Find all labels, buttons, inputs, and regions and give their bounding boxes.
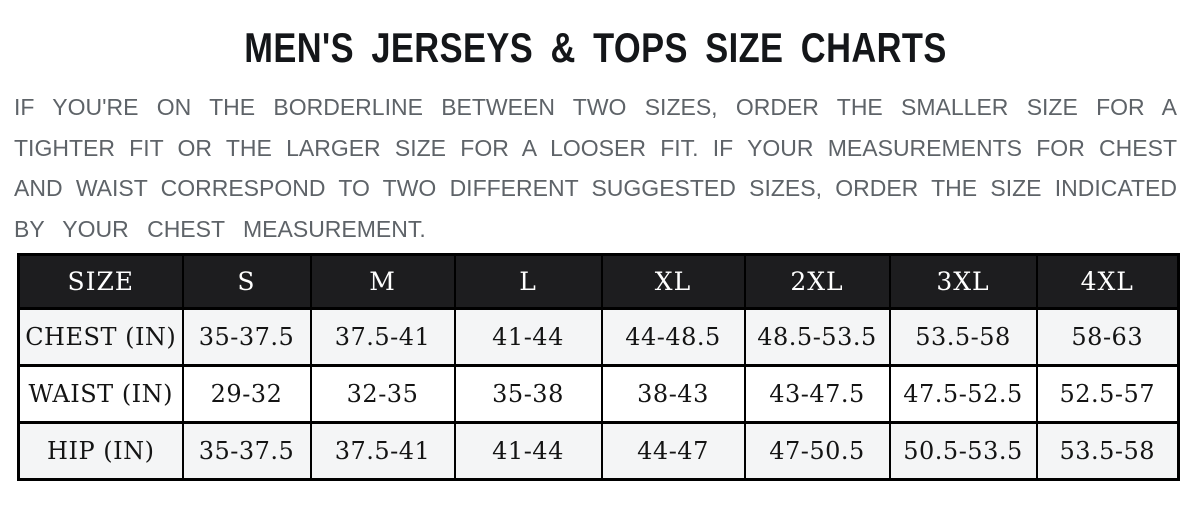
- table-row-chest: [19, 309, 1179, 366]
- intro-line-3: AND WAIST CORRESPOND TO TWO DIFFERENT SUGGESTED SIZES, ORDER THE SIZE INDICATED: [14, 175, 1177, 201]
- table-cell: 58-63: [1037, 309, 1179, 366]
- table-cell: 37.5-41: [311, 423, 455, 480]
- intro-line-4: BY YOUR CHEST MEASUREMENT.: [14, 215, 426, 242]
- table-cell: 29-32: [183, 366, 311, 423]
- header-cell-3xl: 3XL: [890, 255, 1037, 309]
- table-cell: 47.5-52.5: [890, 366, 1037, 423]
- table-cell: 48.5-53.5: [745, 309, 890, 366]
- table-cell: 44-48.5: [602, 309, 745, 366]
- table-cell: 44-47: [602, 423, 745, 480]
- page-title: MEN'S JERSEYS & TOPS SIZE CHARTS: [244, 24, 947, 71]
- header-cell-s: S: [183, 255, 311, 309]
- table-cell: 35-37.5: [183, 423, 311, 480]
- table-cell: 32-35: [311, 366, 455, 423]
- row-label-waist: WAIST (IN): [19, 366, 183, 423]
- header-cell-size: SIZE: [19, 255, 183, 309]
- table-cell: 41-44: [455, 309, 602, 366]
- header-cell-l: L: [455, 255, 602, 309]
- table-cell: 43-47.5: [745, 366, 890, 423]
- header-cell-4xl: 4XL: [1037, 255, 1179, 309]
- table-cell: 35-38: [455, 366, 602, 423]
- size-table: [17, 253, 1180, 481]
- row-label-hip: HIP (IN): [19, 423, 183, 480]
- table-cell: 37.5-41: [311, 309, 455, 366]
- table-row-hip: [19, 423, 1179, 480]
- table-cell: 38-43: [602, 366, 745, 423]
- header-cell-xl: XL: [602, 255, 745, 309]
- row-label-chest: CHEST (IN): [19, 309, 183, 366]
- table-cell: 35-37.5: [183, 309, 311, 366]
- intro-line-2: TIGHTER FIT OR THE LARGER SIZE FOR A LOOSER FIT. IF YOUR MEASUREMENTS FOR CHEST: [14, 134, 1177, 161]
- table-cell: 53.5-58: [1037, 423, 1179, 480]
- table-header-row: [19, 255, 1179, 309]
- table-cell: 53.5-58: [890, 309, 1037, 366]
- header-cell-m: M: [311, 255, 455, 309]
- intro-paragraph: [14, 87, 1177, 249]
- table-row-waist: [19, 366, 1179, 423]
- table-cell: 52.5-57: [1037, 366, 1179, 423]
- table-cell: 41-44: [455, 423, 602, 480]
- table-cell: 50.5-53.5: [890, 423, 1037, 480]
- header-cell-2xl: 2XL: [745, 255, 890, 309]
- table-cell: 47-50.5: [745, 423, 890, 480]
- intro-line-1: IF YOU'RE ON THE BORDERLINE BETWEEN TWO SIZES, ORDER THE SMALLER SIZE FOR A: [14, 94, 1177, 120]
